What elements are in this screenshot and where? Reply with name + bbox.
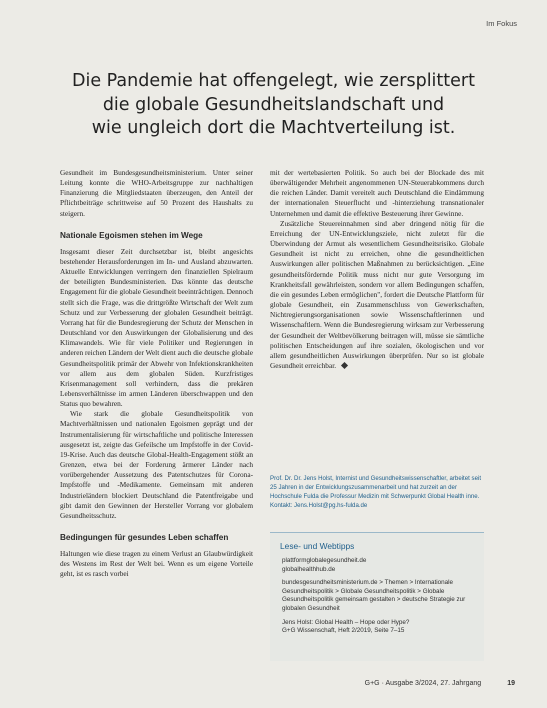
subheading-egoismen: Nationale Egoismen stehen im Wege: [60, 230, 203, 240]
headline: [40, 70, 507, 141]
section-tag: Im Fokus: [486, 19, 517, 28]
tips-link[interactable]: bundesgesundheitsministerium.de > Themen > Internationale Gesundheitspolitik > Globale Gesundheitspolitik > Globale Gesundheitspolitik gemeinsam gestalten > deutsche Strategie zur globalen Gesundheit: [282, 579, 466, 612]
subheading-bedingungen: Bedingungen für gesundes Leben schaffen: [60, 533, 229, 542]
tips-link[interactable]: globalhealthhub.de: [282, 565, 336, 573]
tips-title: Lese- und Webtipps: [280, 541, 355, 551]
headline-line-3: wie ungleich dort die Machtverteilung ist.: [91, 118, 456, 138]
tips-link[interactable]: plattformglobalegesundheit.de: [282, 557, 367, 564]
reading-tips-box: [270, 532, 484, 661]
headline-line-1: Die Pandemie hat offengelegt, wie zersplittert: [72, 71, 475, 91]
page-footer: [365, 680, 515, 687]
body-paragraph: Haltungen wie diese tragen zu einem Verlust an Glaubwürdigkeit des Westens im Rest der Welt bei. Wenn es um eigene Vorteile geht, ist es rasch vorbei: [60, 549, 253, 579]
tips-book-source: G+G Wissenschaft, Heft 2/2019, Seite 7–15: [282, 627, 405, 635]
right-column: [270, 168, 484, 371]
body-paragraph: Insgesamt dieser Zeit durchsetzbar ist, bleibt angesichts bestehender Herausforderungen im In- und Ausland abzuwarten. Aktuelle Entwicklungen verringern den finanziellen Spielraum der beteiligten Bundesministerien. Das könnte das deutsche Engagement für die globale Gesundheit beeinträchtigen. Dennoch stellt sich die Frage, was die drittgrößte Wirtschaft der Welt zum Schutz und zur Verbesserung der globalen Gesundheit beiträgt. Vorrang hat für die Bundesregierung der Schutz der Menschen in Deutschland vor den Auswirkungen der Globalisierung und des Klimawandels. Wie für viele Politiker und Regierungen in anderen reichen Ländern der Welt dient auch die deutsche globale Gesundheitspolitik primär der Abwehr von Infektionskrankheiten vor allem aus dem globalen Süden. Kurzfristiges Krisenmanagement soll verhindern, dass die prekären Lebensverhältnisse im armen Länderen überschwappen und den Status quo bewahren.: [60, 246, 253, 409]
author-bio: Prof. Dr. Dr. Jens Holst, Internist und Gesundheitswissenschaftler, arbeitet seit 25 Jahren in der Entwicklungszusammenarbeit und hat zurzeit an der Hochschule Fulda die Professur Medizin mit Schwerpunkt Global Health inne.: [270, 475, 482, 500]
intro-paragraph: Gesundheit im Bundesgesundheitsministerium. Unter seiner Leitung konnte die WHO-Arbeitsgruppe zur nachhaltigen Finanzierung die Mitgliedstaaten überzeugen, den Anteil der Pflichtbeiträge schrittweise auf 50 Prozent des Haushalts zu steigern.: [60, 168, 253, 218]
issue-info: G+G · Ausgabe 3/2024, 27. Jahrgang: [364, 680, 482, 687]
body-paragraph-final: [270, 219, 484, 371]
headline-line-2: die globale Gesundheitslandschaft und: [102, 94, 445, 115]
author-contact[interactable]: Kontakt: Jens.Holst@pg.hs-fulda.de: [270, 501, 368, 509]
author-info: [270, 475, 484, 511]
body-paragraph: mit der wertebasierten Politik. So auch bei der Blockade des mit überwältigender Mehrheit angenommenen UN-Steuerabkommens durch die reichen Länder. Damit vereitelt auch Deutschland die Eindämmung der internationalen Steuerflucht und -hinterziehung transnationaler Unternehmen und damit die effektive Besteuerung ihrer Gewinne.: [270, 168, 484, 218]
end-mark-icon: [341, 362, 348, 369]
body-paragraph: Wie stark die globale Gesundheitspolitik von Machtverhältnissen und nationalen Egoismen geprägt und der Instrumentalisierung für wirtschaftliche und politische Interessen ausgesetzt ist, zeigte das Gefeilsche um Impfstoffe in der Covid-19-Krise. Auch das deutsche Global-Health-Engagement stößt an Grenzen, etwa bei der Forderung ärmerer Länder nach vorübergehender Aussetzung des Patentschutzes für Corona-Impfstoffe und -Medikamente. Gemeinsam mit anderen Industrieländern blockiert Deutschland die Patentfreigabe und gibt damit den Gewinnen der Hersteller Vorrang vor globalem Gesundheitsschutz.: [60, 409, 253, 520]
final-paragraph-text: Zusätzliche Steuereinnahmen sind aber dringend nötig für die Erreichung der UN-Entwicklungsziele, nicht zuletzt für die Überwindung der Armut als wesentlichem Gesundheitsrisiko. Globale Gesundheit ist nicht zu erreichen, ohne die gesundheitlichen Auswirkungen aller politischen Maßnahmen zu berücksichtigen. „Eine gesundheitsfördernde Politik muss nicht nur gute Versorgung im Krankheitsfall gewährleisten, sondern vor allem Bedingungen schaffen, die ein gesundes Leben ermöglichen", fordert die Deutsche Plattform für globale Gesundheit, ein Zusammenschluss von Gewerkschaften, Nichtregierungsorganisationen sowie Wissenschaftlerinnen und Wissenschaftlern. Wenn die Bundesregierung wirksam zur Verbesserung der Gesundheit der Weltbevölkerung beitragen will, müsse sie sämtliche politischen Entscheidungen auf ihre sozialen, ökologischen und vor allem gesundheitlichen Auswirkungen überprüfen. Nur so ist globale Gesundheit erreichbar.: [270, 218, 484, 370]
page-number: 19: [507, 680, 515, 687]
tips-book: Jens Holst: Global Health – Hope oder Hype?: [282, 618, 410, 626]
left-column: [60, 168, 253, 579]
